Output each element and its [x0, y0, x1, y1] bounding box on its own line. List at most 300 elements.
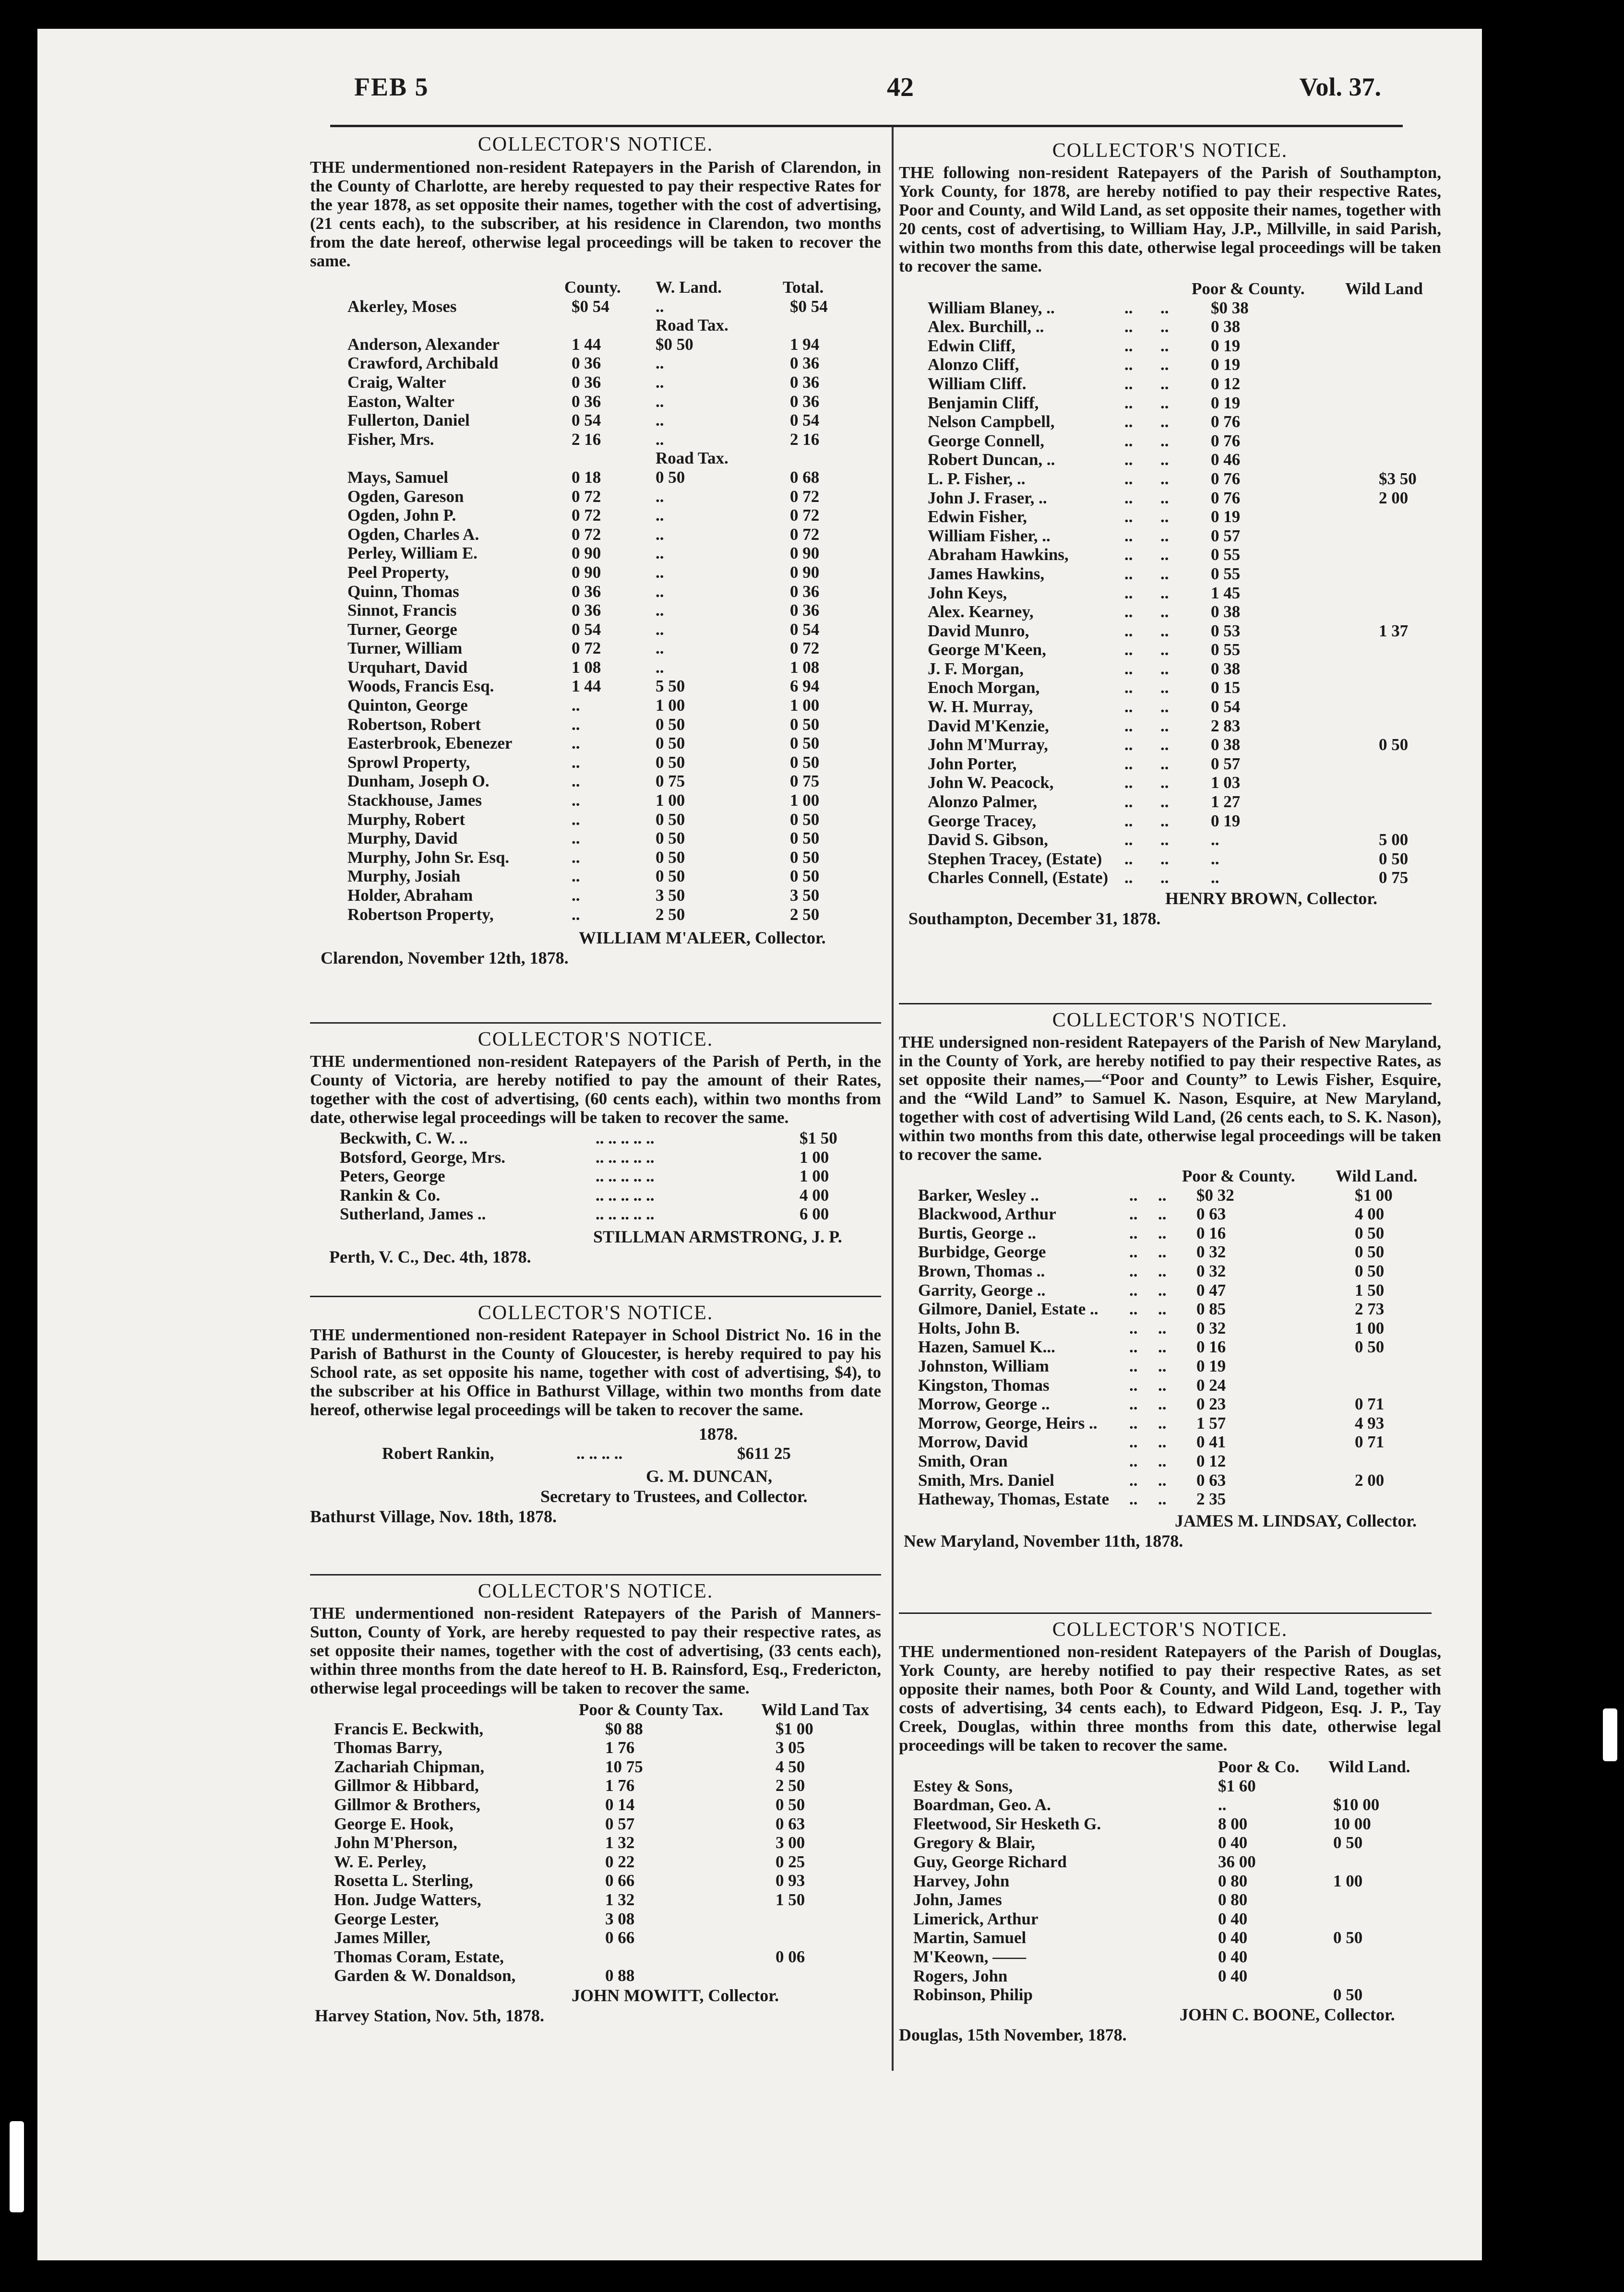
- ratepayer-name: Estey & Sons,: [913, 1776, 1013, 1795]
- table-row: [899, 507, 1441, 526]
- amount-cell: ..: [572, 905, 580, 924]
- amount-cell: 0 36: [790, 392, 820, 411]
- amount-cell: 1 32: [605, 1890, 635, 1909]
- ratepayer-name: Hatheway, Thomas, Estate: [918, 1490, 1109, 1509]
- ratepayer-name: Morrow, George ..: [918, 1395, 1050, 1414]
- ratepayer-name: William Cliff.: [928, 374, 1027, 393]
- leader-dots: ..: [1160, 431, 1169, 450]
- leader-dots: ..: [1129, 1185, 1138, 1205]
- col-wland: W. Land.: [656, 278, 722, 297]
- amount-cell: 2 50: [790, 905, 820, 924]
- amount-cell: 0 15: [1211, 678, 1241, 697]
- amount-cell: 0 40: [1218, 1947, 1248, 1966]
- table-row: [899, 1795, 1441, 1814]
- leader-dots: ..: [1160, 336, 1169, 355]
- leader-dots: ..: [1124, 849, 1133, 868]
- amount-cell: 0 50: [790, 867, 820, 886]
- amount-cell: ..: [1218, 1795, 1227, 1814]
- leader-dots: ..: [1124, 431, 1133, 450]
- ratepayer-name: James Hawkins,: [928, 564, 1045, 583]
- ratepayer-name: Robert Rankin,: [382, 1444, 494, 1463]
- ratepayer-name: Edwin Fisher,: [928, 507, 1027, 526]
- leader-dots: ..: [1158, 1261, 1167, 1280]
- ratepayer-name: Hazen, Samuel K...: [918, 1337, 1055, 1357]
- ratepayer-name: James Miller,: [334, 1928, 430, 1947]
- leader-dots: ..: [1158, 1432, 1167, 1452]
- table-row: [899, 1376, 1441, 1395]
- ratepayer-name: John Porter,: [928, 754, 1017, 773]
- amount-cell: 0 38: [1211, 659, 1241, 678]
- table-row: [899, 1319, 1441, 1338]
- ratepayer-name: Thomas Barry,: [334, 1738, 442, 1757]
- leader-dots: ..: [1129, 1395, 1138, 1414]
- amount-cell: 10 75: [605, 1757, 643, 1776]
- leader-dots: ..: [1129, 1337, 1138, 1357]
- ratepayer-name: Burtis, George ..: [918, 1223, 1036, 1242]
- ratepayer-name: Murphy, John Sr. Esq.: [347, 848, 510, 867]
- notice-new-maryland: [899, 1008, 1441, 1551]
- table-row: [899, 1357, 1441, 1376]
- ratepayer-name: Murphy, Josiah: [347, 867, 461, 886]
- notice-manners-sutton: [310, 1579, 881, 2026]
- header-rule: [330, 125, 1403, 127]
- table-row: [310, 354, 881, 373]
- signature: STILLMAN ARMSTRONG, J. P.: [593, 1227, 842, 1246]
- table-row: [310, 468, 881, 487]
- leader-dots: ..: [1158, 1375, 1167, 1395]
- year-label: 1878.: [699, 1424, 738, 1444]
- leader-dots: ..: [1124, 659, 1133, 678]
- ratepayer-name: Rogers, John: [913, 1966, 1008, 1985]
- amount-cell: 8 00: [1218, 1814, 1248, 1833]
- table-row: [310, 658, 881, 677]
- table-row: [310, 1871, 881, 1890]
- amount-cell: 4 93: [1355, 1413, 1385, 1432]
- table-row: [310, 1795, 881, 1814]
- signature: JOHN MOWITT, Collector.: [572, 1985, 779, 2005]
- table-row: [899, 716, 1441, 736]
- amount-cell: 0 25: [776, 1852, 805, 1871]
- amount-cell: 2 16: [572, 430, 601, 449]
- leader-dots: ..: [1124, 868, 1133, 887]
- notice-body: THE undermentioned non-resident Ratepayers of the Parish of Perth, in the County of Victoria, are hereby notified to pay the amount of their Rates, together with the cost of advertising, (60 cents each), within two months from date, otherwise legal proceedings will be taken to recover the same.: [310, 1052, 881, 1127]
- table-row: [899, 1928, 1441, 1947]
- leader-dots: ..: [1124, 830, 1133, 849]
- table-row: [899, 1205, 1441, 1224]
- ratepayer-name: William Blaney, ..: [928, 298, 1055, 317]
- amount-cell: ..: [656, 582, 664, 601]
- leader-dots: ..: [1124, 374, 1133, 393]
- table-row: [310, 1928, 881, 1947]
- amount-cell: 0 06: [776, 1947, 805, 1966]
- rate-table: [310, 297, 881, 924]
- leader-dots: ..: [1129, 1490, 1138, 1509]
- table-row: [899, 1471, 1441, 1490]
- amount-cell: 3 08: [605, 1909, 635, 1928]
- amount-cell: 1 32: [605, 1833, 635, 1852]
- leader-dots: ..: [1160, 811, 1169, 830]
- table-row: [310, 886, 881, 905]
- table-row: [899, 374, 1441, 394]
- leader-dots: ..: [1129, 1242, 1138, 1262]
- amount-cell: 0 72: [572, 639, 601, 658]
- table-row: [899, 450, 1441, 469]
- amount-cell: 1 50: [1355, 1280, 1385, 1300]
- table-row: [899, 1224, 1441, 1243]
- amount-cell: 1 76: [605, 1738, 635, 1757]
- table-row: [899, 1947, 1441, 1967]
- amount-cell: 0 72: [790, 506, 820, 525]
- table-row: [310, 848, 881, 867]
- table-row: [899, 1985, 1441, 2005]
- ratepayer-name: Harvey, John: [913, 1871, 1010, 1890]
- table-row: [310, 696, 881, 715]
- table-row: [899, 1814, 1441, 1834]
- amount-cell: $0 54: [572, 297, 609, 316]
- amount-cell: 0 50: [1333, 1833, 1363, 1852]
- amount-cell: 0 50: [1379, 849, 1409, 868]
- amount-cell: 0 57: [1211, 754, 1241, 773]
- amount-cell: 0 76: [1211, 412, 1241, 431]
- amount-cell: ..: [572, 752, 580, 772]
- table-header: [310, 278, 881, 297]
- amount-cell: 0 50: [656, 752, 685, 772]
- rate-table: [310, 1129, 881, 1224]
- table-row: [310, 677, 881, 696]
- amount-cell: 0 12: [1211, 374, 1241, 393]
- dateline: Bathurst Village, Nov. 18th, 1878.: [310, 1506, 557, 1526]
- amount-cell: ..: [572, 829, 580, 848]
- table-row: [899, 431, 1441, 451]
- leader-dots: ..: [1124, 298, 1133, 317]
- header-volume: Vol. 37.: [1299, 72, 1381, 101]
- col-total: Total.: [783, 278, 824, 297]
- leader-dots: ..: [1158, 1337, 1167, 1357]
- amount-cell: ..: [1211, 849, 1219, 868]
- ratepayer-name: George Connell,: [928, 431, 1045, 450]
- amount-cell: 0 54: [572, 411, 601, 430]
- ratepayer-name: Rankin & Co.: [340, 1185, 441, 1205]
- table-row: [899, 526, 1441, 546]
- leader-dots: ..: [1129, 1318, 1138, 1337]
- signature: JOHN C. BOONE, Collector.: [1180, 2005, 1395, 2024]
- amount-cell: 2 35: [1196, 1490, 1226, 1509]
- leader-dots: ..: [1124, 678, 1133, 697]
- table-row: [899, 1414, 1441, 1433]
- table-row: [899, 602, 1441, 621]
- ratepayer-name: Turner, William: [347, 639, 463, 658]
- notice-body: THE undermentioned non-resident Ratepayers in the Parish of Clarendon, in the County of Charlotte, are hereby requested to pay their respective Rates for the year 1878, as set opposite their names, together with the cost of advertising, (21 cents each), to the subscriber, at his residence in Clarendon, two months from the date hereof, otherwise legal proceedings will be taken to recover the same.: [310, 158, 881, 270]
- leader-dots: ..: [1160, 488, 1169, 507]
- table-row: [899, 868, 1441, 887]
- amount-cell: ..: [572, 772, 580, 791]
- dateline: Southampton, December 31, 1878.: [908, 909, 1161, 928]
- amount-cell: 0 14: [605, 1795, 635, 1814]
- table-row: [310, 1167, 881, 1186]
- table-row: [310, 430, 881, 449]
- amount-cell: 0 93: [776, 1871, 805, 1890]
- rate-table: [899, 1186, 1441, 1509]
- table-row: [899, 489, 1441, 508]
- leader-dots: ..: [1124, 412, 1133, 431]
- leader-dots: ..: [1160, 735, 1169, 754]
- amount-cell: 0 19: [1211, 811, 1241, 830]
- signature: HENRY BROWN, Collector.: [1165, 889, 1378, 908]
- ratepayer-name: Dunham, Joseph O.: [347, 772, 490, 791]
- amount-cell: 0 50: [790, 810, 820, 829]
- table-row: [899, 394, 1441, 413]
- column-divider: [892, 127, 894, 2071]
- amount-cell: 0 36: [572, 582, 601, 601]
- amount-cell: 0 19: [1196, 1356, 1226, 1375]
- amount-cell: 6 94: [790, 677, 820, 696]
- table-row: [310, 1205, 881, 1224]
- table-row: [310, 582, 881, 601]
- table-row: [899, 584, 1441, 603]
- rate-table: [310, 1719, 881, 1985]
- amount-cell: 0 66: [605, 1871, 635, 1890]
- ratepayer-name: Robertson, Robert: [347, 715, 481, 734]
- amount-cell: 0 66: [605, 1928, 635, 1947]
- amount-cell: $0 88: [605, 1719, 643, 1738]
- leader-dots: ..: [1124, 811, 1133, 830]
- leader-dots: ..: [1160, 830, 1169, 849]
- amount-cell: ..: [656, 544, 664, 563]
- amount-cell: 0 90: [572, 544, 601, 563]
- leader-dots: ..: [1160, 849, 1169, 868]
- amount-cell: 0 24: [1196, 1375, 1226, 1395]
- amount-cell: 0 12: [1196, 1451, 1226, 1470]
- amount-cell: 0 75: [656, 772, 685, 791]
- signature: G. M. DUNCAN,: [646, 1466, 772, 1486]
- page-header: [37, 72, 1482, 130]
- dateline: Douglas, 15th November, 1878.: [899, 2025, 1127, 2044]
- table-row: [310, 563, 881, 582]
- amount-cell: 0 50: [656, 810, 685, 829]
- amount-cell: 0 80: [1218, 1871, 1248, 1890]
- ratepayer-name: Mays, Samuel: [347, 467, 448, 487]
- ratepayer-name: Abraham Hawkins,: [928, 545, 1069, 564]
- amount-cell: 0 18: [572, 467, 601, 487]
- ratepayer-name: George Tracey,: [928, 811, 1037, 830]
- leader-dots: ..: [1124, 317, 1133, 336]
- leader-dots: ..: [1160, 507, 1169, 526]
- amount-cell: .. .. .. .. ..: [596, 1205, 655, 1224]
- amount-cell: 0 50: [790, 829, 820, 848]
- table-row: [899, 336, 1441, 356]
- ratepayer-name: Robertson Property,: [347, 905, 494, 924]
- table-row: [310, 1833, 881, 1852]
- table-header: Poor & County Tax. Wild Land Tax: [579, 1700, 870, 1719]
- newspaper-page: [37, 29, 1482, 2260]
- leader-dots: ..: [1124, 754, 1133, 773]
- notice-title: COLLECTOR'S NOTICE.: [1052, 140, 1288, 162]
- amount-cell: 0 50: [1355, 1242, 1385, 1262]
- leader-dots: ..: [1160, 678, 1169, 697]
- table-row: [899, 469, 1441, 489]
- amount-cell: 0 63: [1196, 1205, 1226, 1224]
- amount-cell: ..: [572, 734, 580, 753]
- amount-cell: 3 05: [776, 1738, 805, 1757]
- leader-dots: ..: [1160, 355, 1169, 374]
- amount-cell: ..: [572, 696, 580, 715]
- leader-dots: ..: [1129, 1413, 1138, 1432]
- leader-dots: ..: [1129, 1223, 1138, 1242]
- ratepayer-name: Robert Duncan, ..: [928, 450, 1055, 469]
- leader-dots: ..: [1124, 583, 1133, 602]
- leader-dots: ..: [1160, 564, 1169, 583]
- ratepayer-name: Limerick, Arthur: [913, 1909, 1039, 1928]
- leader-dots: ..: [1129, 1375, 1138, 1395]
- amount-cell: 0 40: [1218, 1928, 1248, 1947]
- ratepayer-name: Sinnot, Francis: [347, 601, 457, 620]
- amount-cell: 1 76: [605, 1776, 635, 1795]
- amount-cell: 5 50: [656, 677, 685, 696]
- rate-table: [899, 298, 1441, 887]
- table-row: [899, 1967, 1441, 1986]
- amount-cell: 1 00: [656, 696, 685, 715]
- amount-cell: 3 00: [776, 1833, 805, 1852]
- amount-cell: 0 72: [572, 487, 601, 506]
- ratepayer-name: John M'Murray,: [928, 735, 1048, 754]
- ratepayer-name: Turner, George: [347, 620, 457, 639]
- leader-dots: ..: [1160, 412, 1169, 431]
- ratepayer-name: Boardman, Geo. A.: [913, 1795, 1051, 1814]
- leader-dots: ..: [1160, 792, 1169, 812]
- leader-dots: ..: [1160, 317, 1169, 336]
- leader-dots: ..: [1160, 450, 1169, 469]
- ratepayer-name: Perley, William E.: [347, 544, 478, 563]
- amount-cell: 0 23: [1196, 1395, 1226, 1414]
- leader-dots: ..: [1124, 773, 1133, 792]
- leader-dots: ..: [1160, 298, 1169, 317]
- leader-dots: ..: [1124, 336, 1133, 355]
- ratepayer-name: Enoch Morgan,: [928, 678, 1040, 697]
- table-row: [310, 1444, 881, 1463]
- leader-dots: ..: [1129, 1356, 1138, 1375]
- amount-cell: 0 19: [1211, 355, 1241, 374]
- table-row: [899, 1490, 1441, 1509]
- leader-dots: ..: [1124, 792, 1133, 812]
- table-row: [310, 772, 881, 791]
- amount-cell: 0 41: [1196, 1432, 1226, 1452]
- table-row: [899, 1262, 1441, 1281]
- amount-cell: 4 00: [1355, 1205, 1385, 1224]
- notice-title: COLLECTOR'S NOTICE.: [478, 133, 714, 155]
- leader-dots: ..: [1124, 697, 1133, 716]
- amount-cell: 0 75: [790, 772, 820, 791]
- leader-dots: ..: [1129, 1451, 1138, 1470]
- leader-dots: ..: [1160, 868, 1169, 887]
- amount-cell: 0 32: [1196, 1242, 1226, 1262]
- ratepayer-name: Robinson, Philip: [913, 1985, 1033, 2005]
- leader-dots: ..: [1124, 564, 1133, 583]
- table-row: [310, 1719, 881, 1739]
- notice-divider: [310, 1296, 881, 1297]
- notice-body: THE undermentioned non-resident Ratepayer in School District No. 16 in the Parish of Bathurst in the County of Gloucester, is hereby required to pay his School rate, as set opposite his name, together with cost of advertising, $4), to the subscriber at his Office in Bathurst Village, within two months from date hereof, otherwise legal proceedings will be taken to recover the same.: [310, 1325, 881, 1419]
- amount-cell: ..: [656, 354, 664, 373]
- amount-cell: 0 85: [1196, 1300, 1226, 1319]
- ratepayer-name: L. P. Fisher, ..: [928, 469, 1026, 488]
- table-row: [310, 1776, 881, 1795]
- amount-cell: 0 36: [790, 372, 820, 392]
- amount-cell: 0 50: [1333, 1928, 1363, 1947]
- table-row: [310, 1186, 881, 1205]
- film-edge-mark: [10, 2121, 24, 2212]
- table-row: [899, 1281, 1441, 1300]
- table-row: [899, 1242, 1441, 1262]
- amount-cell: 2 73: [1355, 1300, 1385, 1319]
- ratepayer-name: George Lester,: [334, 1909, 439, 1928]
- amount-cell: 0 36: [790, 354, 820, 373]
- table-row: [310, 905, 881, 924]
- ratepayer-name: Smith, Oran: [918, 1451, 1008, 1470]
- amount-cell: 0 50: [1355, 1223, 1385, 1242]
- amount-cell: 0 50: [790, 734, 820, 753]
- notice-title: COLLECTOR'S NOTICE.: [1052, 1009, 1288, 1031]
- leader-dots: ..: [1160, 716, 1169, 735]
- amount-cell: 1 44: [572, 334, 601, 354]
- table-row: [899, 754, 1441, 774]
- header-page-number: 42: [887, 72, 914, 102]
- notice-divider: [310, 1022, 881, 1024]
- amount-cell: $0 54: [790, 297, 828, 316]
- ratepayer-name: Burbidge, George: [918, 1242, 1046, 1262]
- ratepayer-name: Gilmore, Daniel, Estate ..: [918, 1300, 1099, 1319]
- table-row: [899, 1852, 1441, 1872]
- notice-divider: [899, 1003, 1432, 1004]
- dateline: Perth, V. C., Dec. 4th, 1878.: [329, 1247, 531, 1266]
- leader-dots: ..: [1129, 1470, 1138, 1490]
- amount-cell: 0 72: [572, 525, 601, 544]
- amount-cell: 6 00: [800, 1205, 829, 1224]
- amount-cell: 0 63: [776, 1814, 805, 1833]
- leader-dots: ..: [1160, 526, 1169, 545]
- film-edge-mark: [1603, 1708, 1617, 1761]
- amount-cell: 0 71: [1355, 1432, 1385, 1452]
- amount-cell: 0 50: [1355, 1337, 1385, 1357]
- notice-body: THE following non-resident Ratepayers of the Parish of Southampton, York County, for 1878, are hereby notified to pay their respective Rates, Poor and County, and Wild Land, as set opposite their names, together with 20 cents, cost of advertising, to William Hay, J.P., Millville, in said Parish, within two months from this date, otherwise legal proceedings will be taken to recover the same.: [899, 163, 1441, 275]
- notice-bathurst: [310, 1301, 881, 1527]
- amount-cell: 0 47: [1196, 1280, 1226, 1300]
- table-row: [310, 411, 881, 430]
- ratepayer-name: M'Keown, ——: [913, 1947, 1027, 1966]
- ratepayer-name: Zachariah Chipman,: [334, 1757, 485, 1776]
- table-row: [310, 639, 881, 658]
- ratepayer-name: John, James: [913, 1890, 1002, 1910]
- leader-dots: ..: [1124, 488, 1133, 507]
- amount-cell: 0 50: [1379, 735, 1409, 754]
- notice-title: COLLECTOR'S NOTICE.: [478, 1028, 714, 1050]
- ratepayer-name: Guy, George Richard: [913, 1852, 1067, 1871]
- amount-cell: 0 50: [790, 715, 820, 734]
- amount-cell: 2 50: [776, 1776, 805, 1795]
- table-row: [310, 867, 881, 886]
- amount-cell: 0 80: [1218, 1890, 1248, 1910]
- amount-cell: $1 00: [776, 1719, 813, 1738]
- leader-dots: ..: [1124, 716, 1133, 735]
- table-row: [899, 1186, 1441, 1205]
- table-row: [899, 849, 1441, 869]
- table-row: [310, 525, 881, 544]
- table-row: [310, 1910, 881, 1929]
- notice-body: THE undermentioned non-resident Ratepayers of the Parish of Manners-Sutton, County of York, are hereby requested to pay their respective rates, as set opposite their names, together with the cost of advertising, (33 cents each), within three months from the date hereof to H. B. Rainsford, Esq., Fredericton, otherwise legal proceedings will be taken to recover the same.: [310, 1604, 881, 1697]
- table-row: [899, 621, 1441, 641]
- leader-dots: ..: [1129, 1432, 1138, 1452]
- amount-cell: 2 16: [790, 430, 820, 449]
- ratepayer-name: Morrow, George, Heirs ..: [918, 1413, 1098, 1432]
- amount-cell: ..: [1211, 830, 1219, 849]
